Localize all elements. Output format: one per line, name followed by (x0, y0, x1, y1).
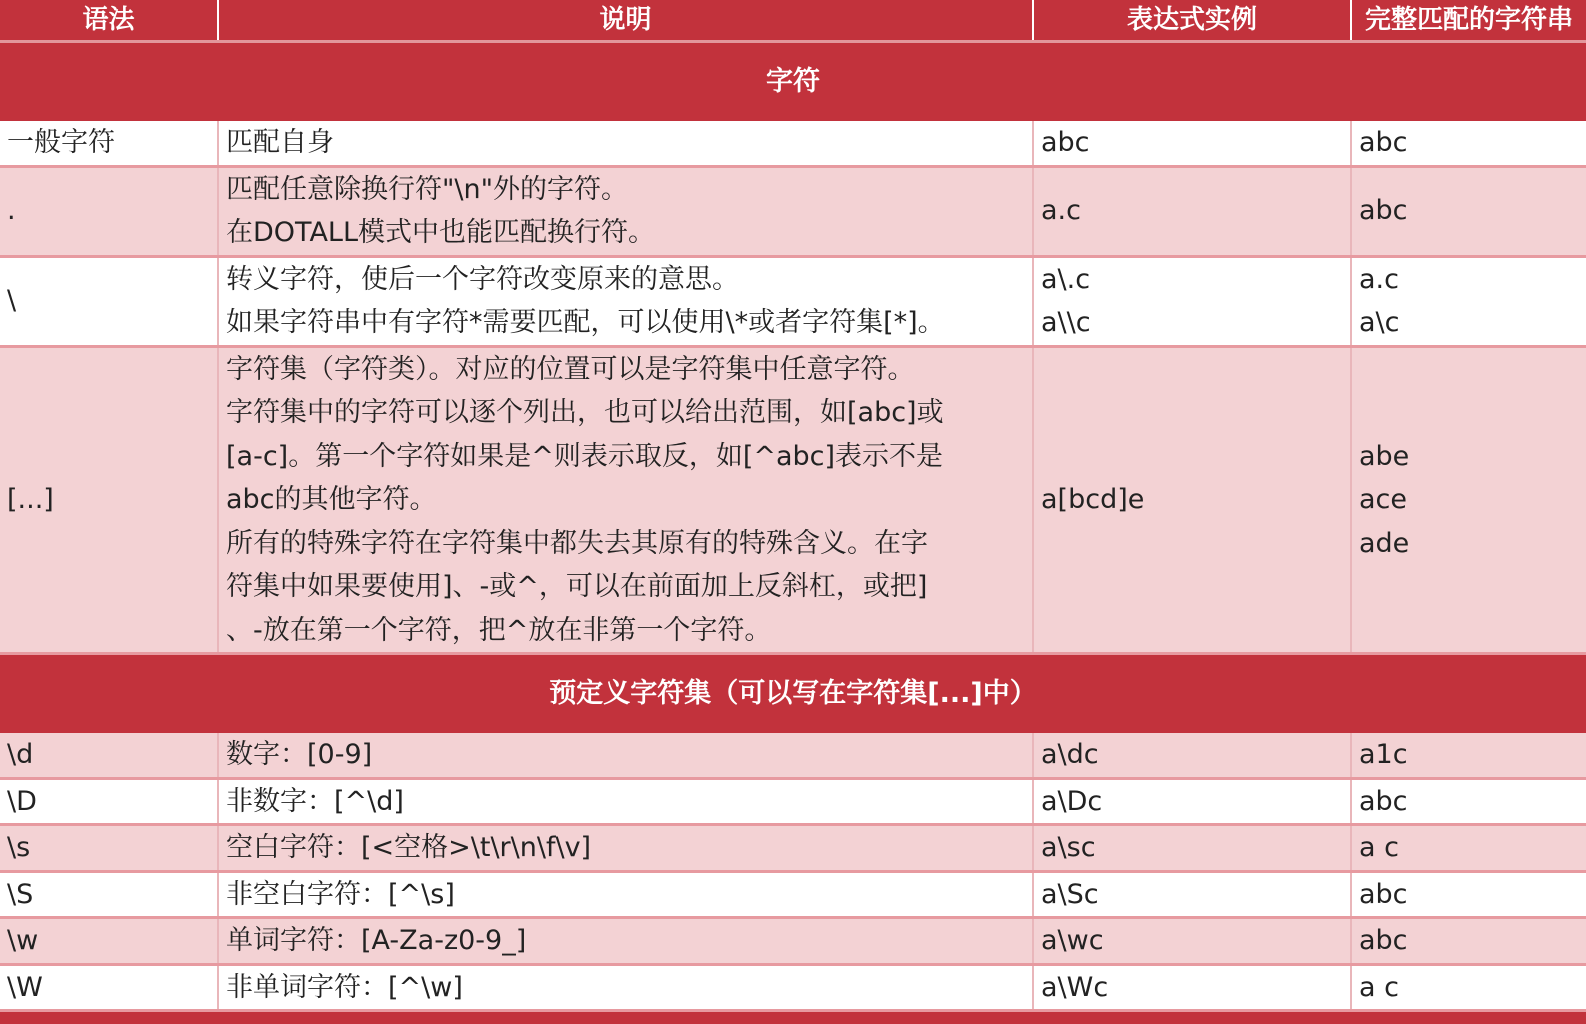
description-cell-line: 数字：[0-9] (226, 733, 1032, 777)
section-title: 字符 (0, 42, 1586, 122)
description-cell-line: 所有的特殊字符在字符集中都失去其原有的特殊含义。在字 (226, 522, 1032, 566)
column-header-example: 表达式实例 (1033, 0, 1351, 42)
match-cell-line: a1c (1359, 733, 1586, 777)
description-cell-line: 非空白字符：[^\s] (226, 873, 1032, 917)
match-cell-line: a\c (1359, 301, 1586, 345)
example-cell (1033, 346, 1351, 654)
description-cell (218, 346, 1033, 654)
syntax-cell: . (0, 166, 218, 256)
match-cell (1351, 346, 1586, 654)
table-row (0, 733, 1586, 778)
example-cell-line: abc (1041, 121, 1350, 165)
match-cell-line: ade (1359, 522, 1586, 566)
description-cell-line: 字符集中的字符可以逐个列出，也可以给出范围，如[abc]或 (226, 391, 1032, 435)
table-row (0, 778, 1586, 825)
section-title: 预定义字符集（可以写在字符集[...]中） (0, 654, 1586, 734)
match-cell-line: abc (1359, 873, 1586, 917)
description-cell (218, 733, 1033, 778)
description-cell (218, 166, 1033, 256)
description-cell (218, 256, 1033, 346)
example-cell (1033, 825, 1351, 872)
description-cell-line: 匹配自身 (226, 121, 1032, 165)
table-footer-bar (0, 1011, 1586, 1024)
description-cell-line: 、-放在第一个字符，把^放在非第一个字符。 (226, 609, 1032, 653)
description-cell (218, 121, 1033, 166)
match-cell (1351, 121, 1586, 166)
match-cell (1351, 166, 1586, 256)
example-cell (1033, 733, 1351, 778)
example-cell-line: a\.c (1041, 258, 1350, 302)
description-cell-line: 在DOTALL模式中也能匹配换行符。 (226, 211, 1032, 255)
match-cell (1351, 778, 1586, 825)
syntax-cell: \s (0, 825, 218, 872)
example-cell (1033, 256, 1351, 346)
table-row (0, 166, 1586, 256)
match-cell-line: abc (1359, 189, 1586, 233)
table-body (0, 42, 1586, 1024)
column-header-syntax: 语法 (0, 0, 218, 42)
table-row (0, 918, 1586, 965)
description-cell (218, 918, 1033, 965)
description-cell-line: 转义字符，使后一个字符改变原来的意思。 (226, 258, 1032, 302)
table-row (0, 871, 1586, 918)
description-cell (218, 871, 1033, 918)
match-cell-line: abe (1359, 435, 1586, 479)
syntax-cell: \d (0, 733, 218, 778)
table-row (0, 346, 1586, 654)
example-cell (1033, 778, 1351, 825)
description-cell-line: 字符集（字符类）。对应的位置可以是字符集中任意字符。 (226, 348, 1032, 392)
example-cell-line: a\\c (1041, 301, 1350, 345)
example-cell (1033, 871, 1351, 918)
description-cell-line: 非单词字符：[^\w] (226, 966, 1032, 1010)
example-cell-line: a\Wc (1041, 966, 1350, 1010)
table-row (0, 825, 1586, 872)
column-header-description: 说明 (218, 0, 1033, 42)
description-cell-line: abc的其他字符。 (226, 478, 1032, 522)
match-cell-line: a.c (1359, 258, 1586, 302)
match-cell (1351, 871, 1586, 918)
syntax-cell: \ (0, 256, 218, 346)
match-cell (1351, 256, 1586, 346)
syntax-cell: \w (0, 918, 218, 965)
match-cell (1351, 825, 1586, 872)
description-cell (218, 825, 1033, 872)
match-cell-line: a c (1359, 826, 1586, 870)
section-header-row (0, 42, 1586, 122)
match-cell (1351, 918, 1586, 965)
description-cell-line: 单词字符：[A-Za-z0-9_] (226, 919, 1032, 963)
example-cell-line: a\sc (1041, 826, 1350, 870)
example-cell (1033, 918, 1351, 965)
syntax-cell: \D (0, 778, 218, 825)
match-cell-line: abc (1359, 121, 1586, 165)
syntax-cell: [...] (0, 346, 218, 654)
footer-bar (0, 1011, 1586, 1024)
match-cell-line: a c (1359, 966, 1586, 1010)
match-cell-line: abc (1359, 919, 1586, 963)
description-cell-line: 空白字符：[<空格>\t\r\n\f\v] (226, 826, 1032, 870)
match-cell-line: abc (1359, 780, 1586, 824)
description-cell-line: 匹配任意除换行符"\n"外的字符。 (226, 168, 1032, 212)
syntax-cell: \S (0, 871, 218, 918)
description-cell-line: 符集中如果要使用]、-或^，可以在前面加上反斜杠，或把] (226, 565, 1032, 609)
example-cell-line: a[bcd]e (1041, 478, 1350, 522)
example-cell (1033, 121, 1351, 166)
example-cell (1033, 166, 1351, 256)
example-cell-line: a.c (1041, 189, 1350, 233)
syntax-cell: 一般字符 (0, 121, 218, 166)
match-cell-line: ace (1359, 478, 1586, 522)
description-cell-line: [a-c]。第一个字符如果是^则表示取反，如[^abc]表示不是 (226, 435, 1032, 479)
syntax-cell: \W (0, 964, 218, 1011)
example-cell-line: a\Sc (1041, 873, 1350, 917)
description-cell-line: 非数字：[^\d] (226, 780, 1032, 824)
example-cell-line: a\dc (1041, 733, 1350, 777)
table-row (0, 256, 1586, 346)
table-row (0, 121, 1586, 166)
description-cell (218, 778, 1033, 825)
section-header-row (0, 654, 1586, 734)
example-cell-line: a\wc (1041, 919, 1350, 963)
example-cell-line: a\Dc (1041, 780, 1350, 824)
header-row (0, 0, 1586, 42)
description-cell-line: 如果字符串中有字符*需要匹配，可以使用\*或者字符集[*]。 (226, 301, 1032, 345)
match-cell (1351, 733, 1586, 778)
column-header-full-match: 完整匹配的字符串 (1351, 0, 1586, 42)
